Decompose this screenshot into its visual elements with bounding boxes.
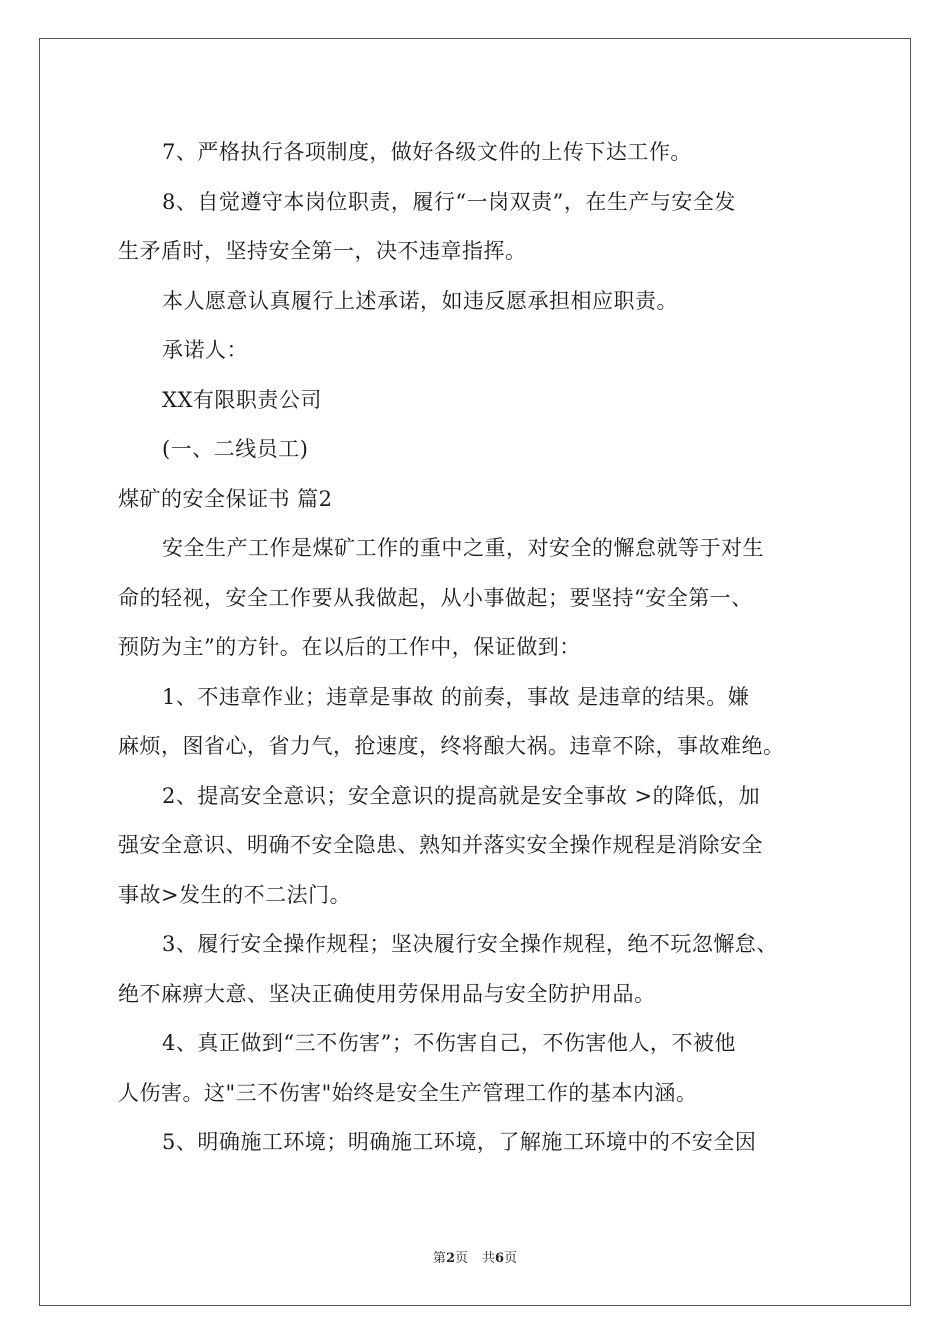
text-line: 8、自觉遵守本岗位职责，履行“一岗双责”，在生产与安全发 [162, 189, 736, 214]
text-line: 预防为主”的方针。在以后的工作中，保证做到： [118, 635, 581, 659]
text-line: 麻烦，图省心，省力气，抢速度，终将酿大祸。违章不除，事故难绝。 [118, 734, 785, 758]
page-footer [0, 1247, 950, 1266]
text-line: 3、履行安全操作规程；坚决履行安全操作规程，绝不玩忽懈怠、 [162, 932, 778, 956]
page-prefix: 第 [432, 1251, 446, 1266]
text-line: 命的轻视，安全工作要从我做起，从小事做起；要坚持“安全第一、 [118, 585, 753, 610]
total-suffix: 页 [504, 1251, 518, 1266]
text-line: 绝不麻痹大意、坚决正确使用劳保用品与安全防护用品。 [118, 981, 656, 1006]
total-pages: 6 [495, 1251, 505, 1266]
text-line: 4、真正做到“三不伤害”；不伤害自己，不伤害他人，不被他 [162, 1031, 736, 1055]
text-line: XX有限职责公司 [162, 387, 322, 412]
text-line: 承诺人： [162, 338, 248, 362]
text-line: 5、明确施工环境；明确施工环境，了解施工环境中的不安全因 [162, 1130, 757, 1154]
section-heading: 煤矿的安全保证书 篇2 [118, 486, 333, 511]
text-line: 事故>发生的不二法门。 [118, 882, 352, 907]
text-line: 强安全意识、明确不安全隐患、熟知并落实安全操作规程是消除安全 [118, 833, 763, 857]
page-number: 2 [445, 1251, 455, 1266]
text-line: (一、二线员工) [162, 437, 309, 461]
text-line: 7、严格执行各项制度，做好各级文件的上传下达工作。 [162, 140, 692, 164]
text-line: 本人愿意认真履行上述承诺，如违反愿承担相应职责。 [162, 288, 678, 313]
text-line: 人伤害。这"三不伤害"始终是安全生产管理工作的基本内涵。 [118, 1080, 698, 1105]
text-line: 生矛盾时，坚持安全第一，决不违章指挥。 [118, 239, 527, 263]
page-suffix: 页 [454, 1251, 468, 1266]
text-line: 安全生产工作是煤矿工作的重中之重，对安全的懈怠就等于对生 [162, 536, 764, 560]
document-body [118, 128, 838, 1168]
text-line: 1、不违章作业；违章是事故 的前奏，事故 是违章的结果。嫌 [162, 684, 750, 709]
text-line: 2、提高安全意识；安全意识的提高就是安全事故 >的降低，加 [162, 783, 761, 808]
total-prefix: 共 [482, 1251, 496, 1266]
